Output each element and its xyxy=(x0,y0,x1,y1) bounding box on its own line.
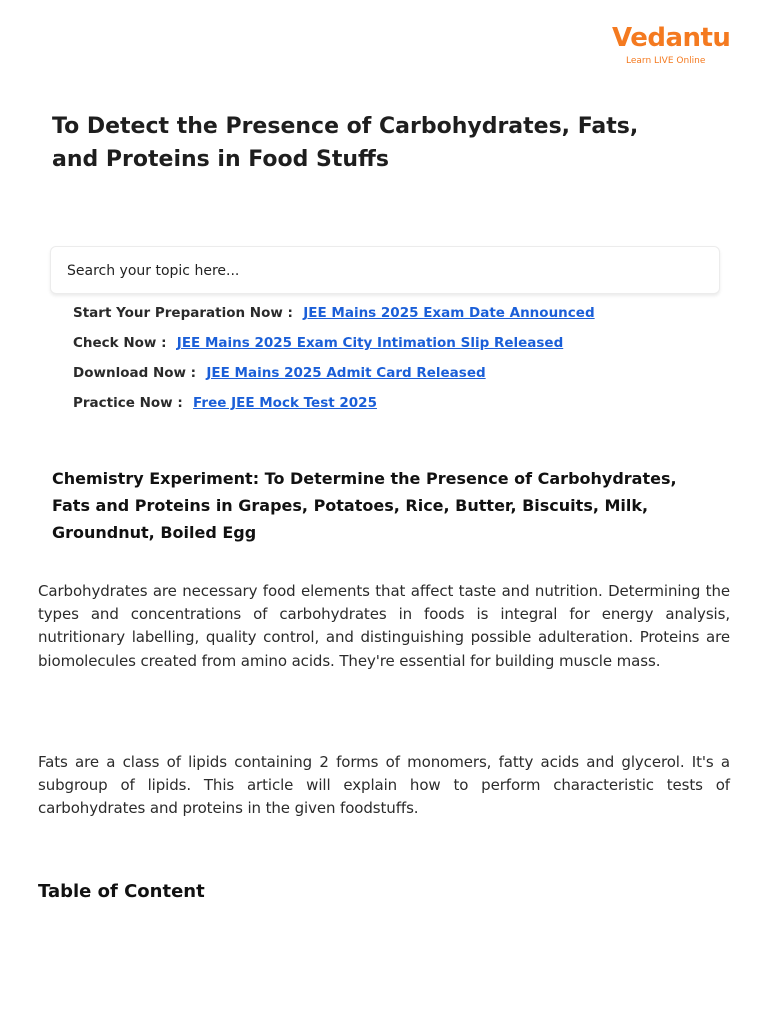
prep-link-item xyxy=(73,332,595,362)
prep-label: Start Your Preparation Now : xyxy=(73,305,293,321)
toc-heading: Table of Content xyxy=(38,881,205,902)
intro-paragraph: Carbohydrates are necessary food elements that affect taste and nutrition. Determining the types and concentrations of carbohydrates in foods is integral for energy analysis, nutritionary labelling, quality control, and distinguishing possible adulteration. Proteins are biomolecules created from amino acids. They're essential for building muscle mass. xyxy=(38,582,730,670)
prep-link-item xyxy=(73,392,595,422)
experiment-heading: Chemistry Experiment: To Determine the Presence of Carbohydrates, Fats and Proteins in Grapes, Potatoes, Rice, Butter, Biscuits, Milk, Groundnut, Boiled Egg xyxy=(52,469,677,542)
city-slip-link[interactable]: JEE Mains 2025 Exam City Intimation Slip Released xyxy=(176,335,564,351)
mock-test-link[interactable]: Free JEE Mock Test 2025 xyxy=(193,395,377,411)
logo-wordmark: Vedantu xyxy=(612,23,731,53)
search-box[interactable] xyxy=(50,246,720,294)
prep-links-list xyxy=(73,302,595,422)
fats-paragraph: Fats are a class of lipids containing 2 forms of monomers, fatty acids and glycerol. It's a subgroup of lipids. This article will explain how to perform characteristic tests of carbohydrates and proteins in the given foodstuffs. xyxy=(38,753,730,818)
prep-link-item xyxy=(73,302,595,332)
prep-link-item xyxy=(73,362,595,392)
vedantu-logo[interactable] xyxy=(612,18,731,72)
logo-tagline: Learn LIVE Online xyxy=(626,56,706,66)
page-title: To Detect the Presence of Carbohydrates, Fats, and Proteins in Food Stuffs xyxy=(52,114,639,172)
exam-date-link[interactable]: JEE Mains 2025 Exam Date Announced xyxy=(303,305,595,321)
search-input[interactable] xyxy=(65,258,669,284)
prep-label: Practice Now : xyxy=(73,395,183,411)
admit-card-link[interactable]: JEE Mains 2025 Admit Card Released xyxy=(206,365,486,381)
prep-label: Download Now : xyxy=(73,365,197,381)
prep-label: Check Now : xyxy=(73,335,167,351)
